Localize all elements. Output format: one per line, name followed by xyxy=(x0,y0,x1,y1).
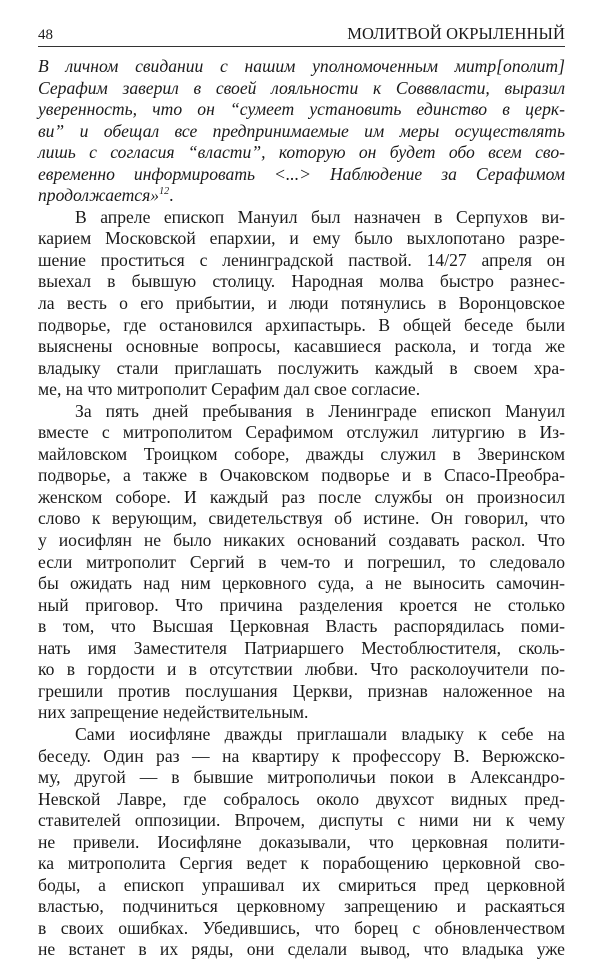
paragraph-line: ставителей оппозиции. Впрочем, диспуты с ними ни к чему xyxy=(38,810,565,831)
footnote-reference: 12 xyxy=(159,186,170,198)
paragraph-line: В апреле епископ Мануил был назначен в Серпухов ви- xyxy=(75,206,565,227)
paragraph-line: если митрополит Сергий в чем-то и погрешил, то следовало xyxy=(38,551,565,572)
paragraph-line: карием Московской епархии, и ему было выхлопотано разре- xyxy=(38,228,565,249)
paragraph-line: грешили против послушания Церкви, признав наложенное на xyxy=(38,680,565,701)
paragraph-line: вместе с митрополитом Серафимом отслужил литургию в Из- xyxy=(38,422,565,443)
paragraph-line: слово к верующим, свидетельствуя об истине. Он говорил, что xyxy=(38,508,565,529)
paragraph-1 xyxy=(38,207,565,401)
paragraph-line: женском соборе. И каждый раз после службы он произносил xyxy=(38,486,565,507)
paragraph-line: майловском Троицком соборе, дважды служил в Зверинском xyxy=(38,443,565,464)
quote-line: лишь с согласия “власти”, которую он будет обо всем сво- xyxy=(38,142,565,163)
paragraph-2 xyxy=(38,401,565,724)
quote-line: В личном свидании с нашим уполномоченным митр[ополит] xyxy=(38,56,565,76)
quote-line: уверенность, что он “сумеет установить единство в церк- xyxy=(38,99,565,120)
paragraph-line: владыку стали приглашать послужить каждый в своем хра- xyxy=(38,357,565,378)
quote-line: евременно информировать <...> Наблюдение за Серафимом xyxy=(38,163,565,184)
quote-end-period: . xyxy=(169,185,174,206)
running-title: МОЛИТВОЙ ОКРЫЛЕННЫЙ xyxy=(347,24,565,43)
paragraph-line: боды, а епископ упрашивал их смириться пред церковной xyxy=(38,874,565,895)
paragraph-line: ме, на что митрополит Серафим дал свое согласие. xyxy=(38,379,421,400)
header-rule xyxy=(38,46,565,47)
quoted-document xyxy=(38,56,565,207)
page-header xyxy=(38,20,565,44)
page-body xyxy=(38,56,565,961)
paragraph-line: не привели. Иосифляне доказывали, что церковная полити- xyxy=(38,831,565,852)
paragraph-line: подворье, где остановился архипастырь. В общей беседе были xyxy=(38,314,565,335)
paragraph-line: шение проститься с ленинградской паствой. 14/27 апреля он xyxy=(38,249,565,270)
paragraph-line: не встанет в их ряды, они сделали вывод, что владыка уже xyxy=(38,939,565,960)
page-number: 48 xyxy=(38,27,53,43)
paragraph-line: них запрещение недействительным. xyxy=(38,702,309,723)
paragraph-line: ный приговор. Что причина разделения кроется не столько xyxy=(38,594,565,615)
paragraph-line: ла весть о его прибытии, и люди потянулись в Воронцовское xyxy=(38,293,565,314)
paragraph-line: За пять дней пребывания в Ленинграде епископ Мануил xyxy=(75,400,565,421)
paragraph-line: в том, что Высшая Церковная Власть распорядилась поми- xyxy=(38,616,565,637)
paragraph-line: ко в гордости и в отсутствии любви. Что расколоучители по- xyxy=(38,659,565,680)
paragraph-line: нать имя Заместителя Патриаршего Местоблюстителя, сколь- xyxy=(38,637,565,658)
paragraph-line: беседу. Один раз — на квартиру к профессору В. Верюжско- xyxy=(38,745,565,766)
paragraph-line: выяснены основные вопросы, касавшиеся раскола, и тогда же xyxy=(38,336,565,357)
quote-line: ви” и обещал все предпринимаемые им меры осуществлять xyxy=(38,120,565,141)
paragraph-3 xyxy=(38,724,565,961)
paragraph-line: бы ожидать над ним церковного суда, а не выносить самочин- xyxy=(38,573,565,594)
paragraph-line: властью, подчиниться церковному запрещению и раскаяться xyxy=(38,896,565,917)
quote-last-line xyxy=(38,185,565,207)
paragraph-line: Невской Лавре, где собралось около двухсот видных пред- xyxy=(38,788,565,809)
paragraph-line: Сами иосифляне дважды приглашали владыку к себе на xyxy=(75,723,565,744)
paragraph-line: у иосифлян не было никаких оснований создавать раскол. Что xyxy=(38,530,565,551)
quote-line-text: продолжается» xyxy=(38,185,160,206)
paragraph-line: подворье, а также в Очаковском подворье и в Спасо-Преобра- xyxy=(38,465,565,486)
paragraph-line: в своих ошибках. Убедившись, что борец с обновленчеством xyxy=(38,917,565,938)
quote-line: Серафим заверил в своей лояльности к Совввласти, выразил xyxy=(38,77,565,98)
paragraph-line: му, другой — в бывшие митрополичьи покои в Александро- xyxy=(38,767,565,788)
paragraph-line: выехал в бывшую столицу. Народная молва быстро разнес- xyxy=(38,271,565,292)
paragraph-line: ка митрополита Сергия ведет к порабощению церковной сво- xyxy=(38,853,565,874)
